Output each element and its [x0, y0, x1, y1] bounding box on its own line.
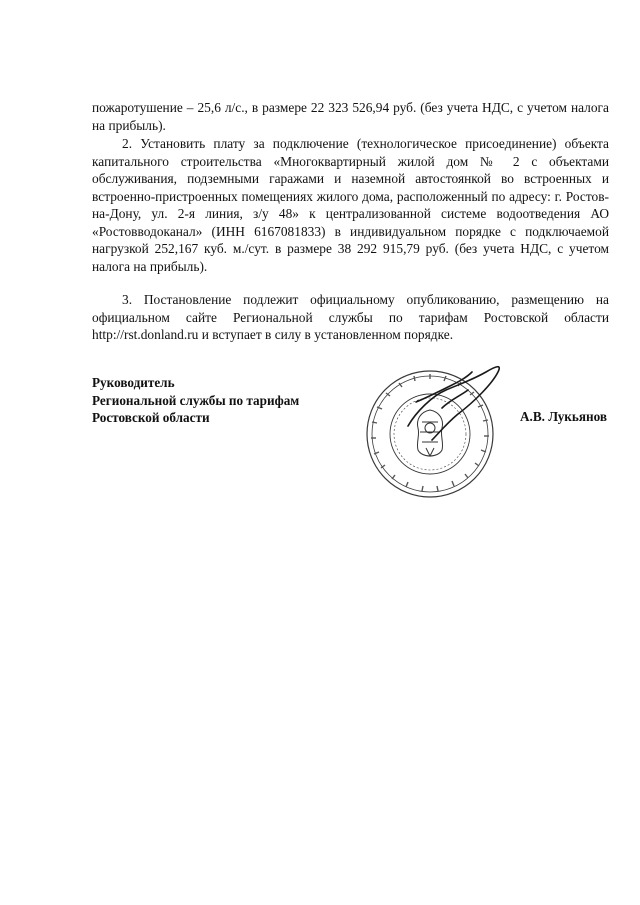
- paragraph-continuation: пожаротушение – 25,6 л/с., в размере 22 323 526,94 руб. (без учета НДС, с учетом налога на прибыль).: [92, 100, 609, 133]
- signatory-title-line-3: Ростовской области: [92, 410, 210, 425]
- paragraph-item-3: 3. Постановление подлежит официальному опубликованию, размещению на официальном сайте Региональной службы по тарифам Ростовской области http://rst.donland.ru и вступает в силу в установленном порядке.: [92, 292, 609, 342]
- signatory-title-line-2: Региональной службы по тарифам: [92, 392, 300, 408]
- signatory-title-line-1: Руководитель: [92, 375, 175, 390]
- paragraph-item-2: 2. Установить плату за подключение (технологическое присоединение) объекта капитального строительства «Многоквартирный жилой дом № 2 с объектами обслуживания, подземными гаражами и наземной автостоянкой во встроенных и встроенно-пристроенных помещениях жилого дома, расположенный по адресу: г. Ростов-на-Дону, ул. 2-я линия, з/у 48» к централизованной системе водоотведения АО «Ростовводоканал» (ИНН 6167081833) в индивидуальном порядке с подключаемой нагрузкой 252,167 куб. м./сут. в размере 38 292 915,79 руб. (без учета НДС, с учетом налога на прибыль).: [92, 136, 609, 274]
- signatory-title: [92, 374, 299, 427]
- official-seal-stamp: [346, 362, 526, 502]
- signatory-name: А.В. Лукьянов: [520, 409, 607, 424]
